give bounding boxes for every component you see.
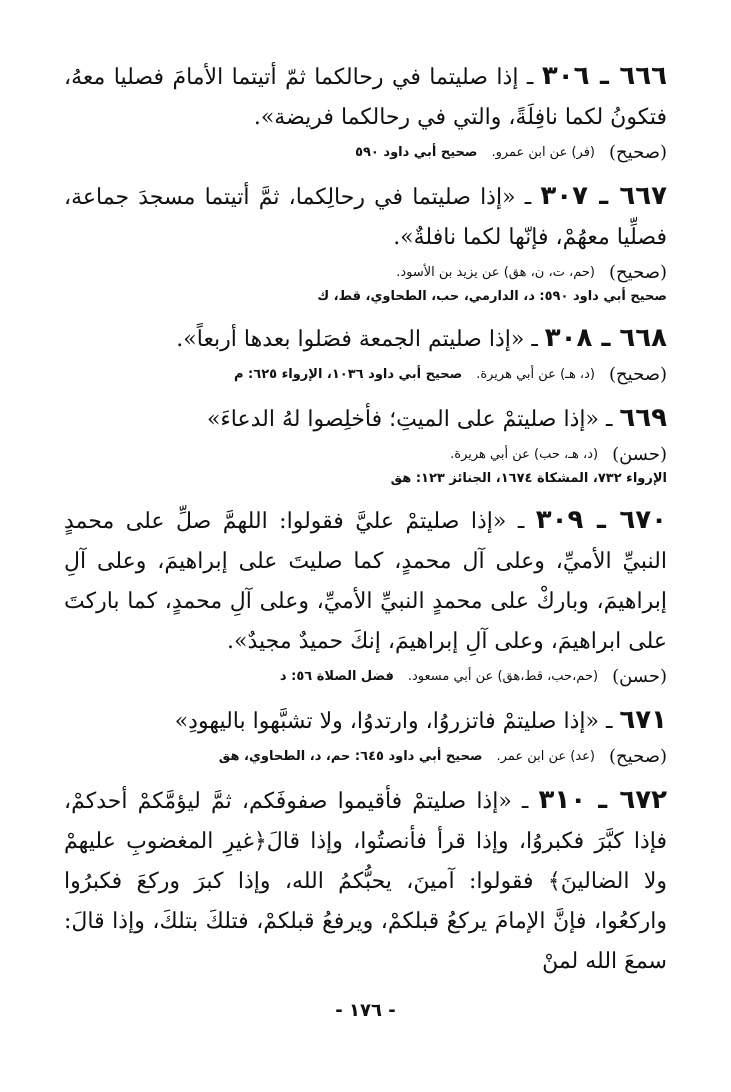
hadith-number: ٦٦٨ ـ ٣٠٨	[544, 323, 667, 353]
hadith-number: ٦٧٠ ـ ٣٠٩	[535, 505, 667, 535]
hadith-entry	[64, 398, 667, 490]
hadith-number: ٦٦٦ ـ ٣٠٦	[541, 61, 667, 91]
hadith-entry	[64, 56, 667, 166]
hadith-text: ٦٧٠ ـ ٣٠٩ ـ «إذا صليتمْ عليَّ فقولوا: اللهمَّ صلِّ على محمدٍ النبيِّ الأميِّ، وعلى آل محمدٍ، كما صليتَ على إبراهيمَ، وعلى آلِ إبراهيمَ، وباركْ على محمدٍ النبيِّ الأميِّ، وعلى آلِ محمدٍ، كما باركتَ على ابراهيمَ، وعلى آلِ إبراهيمَ، إنكَ حميدٌ مجيدٌ».	[64, 505, 667, 654]
hadith-tahqiq: الإرواء ٧٣٢، المشكاة ١٦٧٤، الجنائز ١٢٣: هق	[390, 471, 667, 486]
hadith-reference	[64, 664, 667, 690]
hadith-reference	[64, 442, 667, 468]
hadith-source: (د، هـ) عن أبي هريرة.	[476, 367, 595, 382]
hadith-source: (فر) عن ابن عمرو.	[491, 145, 595, 160]
hadith-entry	[64, 176, 667, 308]
hadith-text: ٦٦٧ ـ ٣٠٧ ـ «إذا صليتما في رحالِكما، ثمَّ أتيتما مسجدَ جماعة، فصلِّيا معهُمْ، فإنّها لكما نافلةٌ».	[64, 181, 667, 250]
hadith-text: ٦٦٦ ـ ٣٠٦ ـ إذا صليتما في رحالكما ثمّ أتيتما الأمامَ فصليا معهُ، فتكونُ لكما نافِلَةً، والتي في رحالكما فريضة».	[64, 61, 667, 130]
hadith-tahqiq: صحيح أبي داود ٦٤٥: حم، د، الطحاوي، هق	[218, 749, 483, 764]
hadith-number: ٦٧١	[619, 705, 667, 735]
hadith-reference	[64, 260, 667, 286]
hadith-source: (عد) عن ابن عمر.	[496, 749, 595, 764]
hadith-tahqiq: صحيح أبي داود ٥٩٠	[355, 145, 478, 160]
hadith-tahqiq: صحيح أبي داود ١٠٣٦، الإرواء ٦٢٥: م	[234, 367, 463, 382]
hadith-source: (د، هـ، حب) عن أبي هريرة.	[450, 447, 599, 462]
hadith-entry	[64, 500, 667, 690]
hadith-entry	[64, 318, 667, 388]
hadith-text: ٦٧٢ ـ ٣١٠ ـ «إذا صليتمْ فأقيموا صفوفَكم، ثمَّ ليؤمَّكمْ أحدكمْ، فإذا كبَّرَ فكبروُا، وإذا قرأ فأنصتُوا، وإذا قالَ﴿غيرِ المغضوبِ عليهمْ ولا الضالينَ﴾ فقولوا: آمينَ، يحبُّكمُ الله، وإذا كبرَ وركعَ فكبرُوا واركعُوا، فإنَّ الإمامَ يركعُ قبلكمْ، ويرفعُ قبلكمْ، فتلكَ بتلكَ، وإذا قالَ: سمعَ الله لمنْ	[64, 785, 667, 974]
hadith-source: (حم،حب، قط،هق) عن أبي مسعود.	[407, 669, 599, 684]
hadith-source: (حم، ت، ن، هق) عن يزيد بن الأسود.	[396, 265, 595, 280]
hadith-grade: (صحيح)	[609, 746, 667, 767]
hadith-entry	[64, 780, 667, 982]
hadith-reference	[64, 140, 667, 166]
hadith-grade: (صحيح)	[609, 142, 667, 163]
hadith-number: ٦٧٢ ـ ٣١٠	[538, 785, 667, 815]
hadith-tahqiq: فضل الصلاة ٥٦: د	[279, 669, 394, 684]
hadith-number: ٦٦٧ ـ ٣٠٧	[540, 181, 667, 211]
hadith-text: ٦٦٩ ـ «إذا صليتمْ على الميتِ؛ فأخلِصوا لهُ الدعاءَ»	[206, 403, 667, 433]
hadith-grade: (صحيح)	[609, 364, 667, 385]
hadith-reference	[64, 744, 667, 770]
hadith-text: ٦٧١ ـ «إذا صليتمْ فاتزروُا، وارتدوُا، ولا تشبَّهوا باليهودِ»	[174, 705, 667, 735]
hadith-entry	[64, 700, 667, 770]
page-number: - ١٧٦ -	[335, 1000, 396, 1021]
hadith-grade: (صحيح)	[609, 262, 667, 283]
hadith-tahqiq: صحيح أبي داود ٥٩٠: د، الدارمي، حب، الطحاوي، قط، ك	[317, 289, 667, 304]
hadith-grade: (حسن)	[612, 666, 667, 687]
hadith-text: ٦٦٨ ـ ٣٠٨ ـ «إذا صليتم الجمعة فصَلوا بعدها أربعاً».	[176, 323, 667, 353]
hadith-grade: (حسن)	[612, 444, 667, 465]
hadith-number: ٦٦٩	[619, 403, 667, 433]
hadith-reference	[64, 362, 667, 388]
